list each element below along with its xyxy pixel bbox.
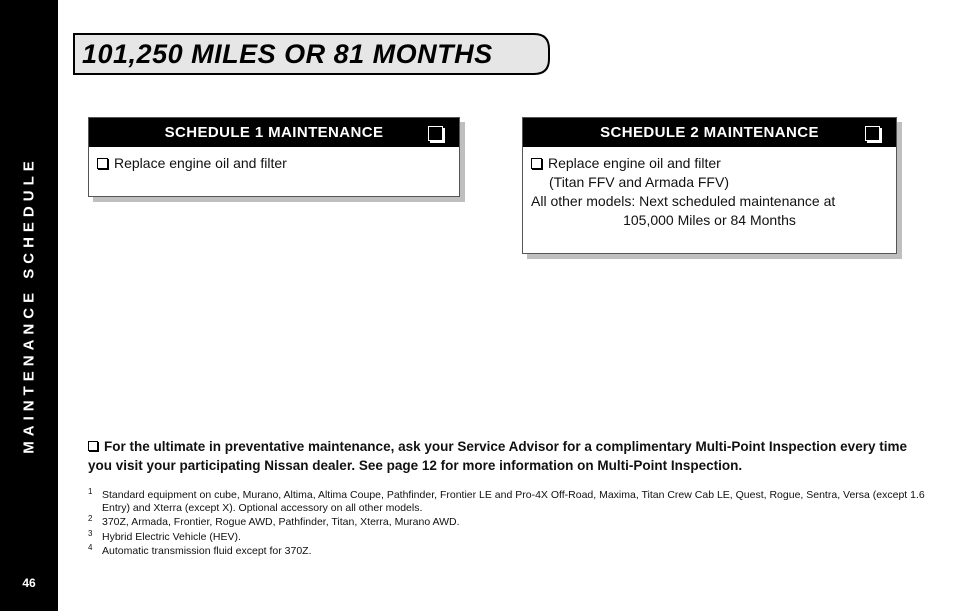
footnote xyxy=(88,545,928,558)
schedule-2-other-line1: All other models: Next scheduled maintenance at xyxy=(531,193,836,209)
footnote-number: 2 xyxy=(88,514,93,523)
checkbox-icon xyxy=(531,158,542,169)
schedule-1-heading: SCHEDULE 1 MAINTENANCE xyxy=(164,124,384,141)
schedule-2-item xyxy=(531,154,888,173)
schedule-2-other-line2: 105,000 Miles or 84 Months xyxy=(623,212,796,228)
footnote-number: 3 xyxy=(88,528,93,538)
footnotes xyxy=(88,489,928,560)
inspection-promo xyxy=(88,437,928,475)
checkbox-icon xyxy=(88,441,98,451)
footnote-text: 370Z, Armada, Frontier, Rogue AWD, Pathfinder, Titan, Xterra, Murano AWD. xyxy=(102,516,460,528)
footnote xyxy=(88,528,928,544)
schedule-1-header xyxy=(89,118,459,147)
schedule-2-item-note: (Titan FFV and Armada FFV) xyxy=(549,174,729,190)
schedule-1-item-text: Replace engine oil and filter xyxy=(114,155,287,171)
footnote-text: Automatic transmission fluid except for 370Z. xyxy=(102,545,312,557)
schedule-2-header xyxy=(523,118,896,147)
checkbox-icon xyxy=(428,126,443,141)
inspection-promo-text: For the ultimate in preventative maintenance, ask your Service Advisor for a complimentary Multi-Point Inspection every time you visit your participating Nissan dealer. See page 12 for more information on Multi-Point Inspection. xyxy=(88,439,907,473)
page-number: 46 xyxy=(22,576,36,590)
schedule-1-item xyxy=(97,154,451,173)
schedule-1-body xyxy=(89,147,459,181)
section-title: MAINTENANCE SCHEDULE xyxy=(20,156,38,454)
schedule-2-box xyxy=(522,117,897,254)
footnote xyxy=(88,516,928,529)
checkbox-icon xyxy=(97,158,108,169)
footnote xyxy=(88,489,928,514)
checkbox-icon xyxy=(865,126,880,141)
side-bar xyxy=(0,0,58,611)
mileage-banner xyxy=(56,32,551,76)
schedule-2-heading: SCHEDULE 2 MAINTENANCE xyxy=(600,124,819,141)
banner-title: 101,250 MILES OR 81 MONTHS xyxy=(82,39,493,69)
footnote-number: 1 xyxy=(88,487,93,496)
schedule-2-body xyxy=(523,147,896,238)
schedule-2-item-text: Replace engine oil and filter xyxy=(548,155,721,171)
footnote-text: Standard equipment on cube, Murano, Altima, Altima Coupe, Pathfinder, Frontier LE and Pro-4X Off-Road, Maxima, Titan Crew Cab LE, Quest, Rogue, Sentra, Versa (except 1.6 Entry) and Xterra (except X). Optional accessory on all other models. xyxy=(102,489,925,514)
footnote-number: 4 xyxy=(88,543,93,552)
schedule-1-box xyxy=(88,117,460,197)
footnote-text: Hybrid Electric Vehicle (HEV). xyxy=(102,530,241,543)
